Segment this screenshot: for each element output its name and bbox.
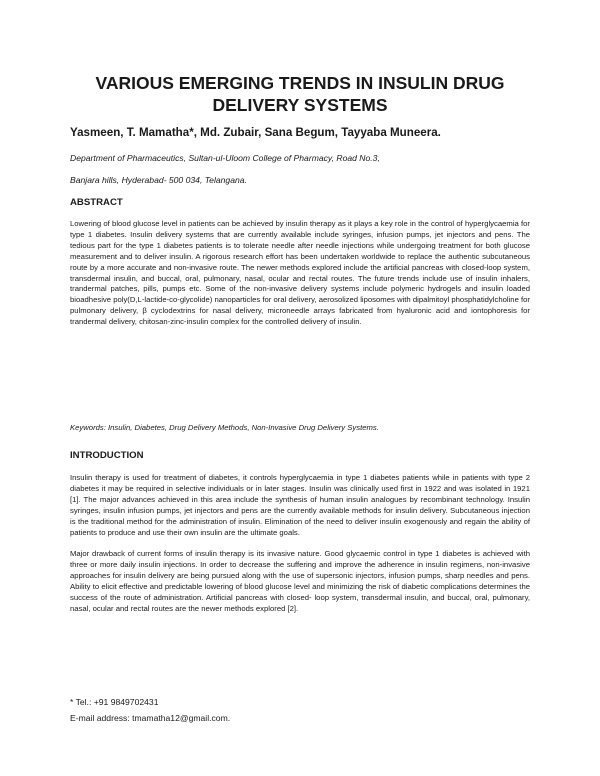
abstract-text: Lowering of blood glucose level in patients can be achieved by insulin therapy as it plays a key role in the control of hyperglycaemia for type 1 diabetes. Insulin delivery systems that are currently available include syringes, infusion pumps, jet injectors and pens. The tedious part for the type 1 diabetes patients is to tolerate needle after needle injections while undergoing treatment for both glucose measurement and to deliver insulin. A rigorous research effort has been undertaken worldwide to replace the authentic subcutaneous route by a more accurate and non-invasive route. The newer methods explored include the artificial pancreas with closed-loop system, transdermal insulin, and buccal, oral, pulmonary, nasal, ocular and rectal routes. The future trends include use of insulin inhalers, trandermal patches, pills, pumps etc. Some of the non-invasive delivery systems include polymeric hydrogels and insulin loaded bioadhesive poly(D,L-lactide-co-glycolide) nanoparticles for oral delivery, aerosolized liposomes with dipalmitoyl phosphatidylcholine for pulmonary delivery, β cyclodextrins for nasal delivery, microneedle arrays fabricated from hyaluronic acid and iontophoresis for trandermal delivery, chitosan-zinc-insulin complex for the controlled delivery of insulin. [70, 219, 530, 327]
author-list: Yasmeen, T. Mamatha*, Md. Zubair, Sana Begum, Tayyaba Muneera. [70, 126, 441, 139]
introduction-heading: INTRODUCTION [70, 450, 144, 461]
footnote-telephone: * Tel.: +91 9849702431 [70, 697, 159, 707]
introduction-paragraph-1: Insulin therapy is used for treatment of diabetes, it controls hyperglycaemia in type 1 diabetes patients while in patients with type 2 diabetes it may be required in selective individuals or in later stages. Insulin was clinically used first in 1922 and was isolated in 1921 [1]. The major advances achieved in this area include the synthesis of human insulin analogues by recombinant technology. Insulin syringes, insulin infusion pumps, jet injectors and pens are the currently available methods for insulin delivery. Subcutaneous injection is the traditional method for the administration of insulin. Elimination of the need to deliver insulin exogenously and regain the ability of patients to produce and use their own insulin are the ultimate goals. [70, 473, 530, 537]
paper-title: VARIOUS EMERGING TRENDS IN INSULIN DRUG DELIVERY SYSTEMS [95, 73, 505, 115]
affiliation-line-2: Banjara hills, Hyderabad- 500 034, Telangana. [70, 175, 247, 185]
abstract-heading: ABSTRACT [70, 197, 123, 208]
affiliation-line-1: Department of Pharmaceutics, Sultan-ul-Uloom College of Pharmacy, Road No.3, [70, 153, 380, 163]
keywords: Keywords: Insulin, Diabetes, Drug Delivery Methods, Non-Invasive Drug Delivery Systems. [70, 423, 379, 432]
introduction-paragraph-2: Major drawback of current forms of insulin therapy is its invasive nature. Good glycaemic control in type 1 diabetes is achieved with three or more daily insulin injections. In order to decrease the suffering and improve the adherence in insulin regimens, non-invasive approaches for insulin delivery are being pursued along with the use of supersonic injectors, infusion pumps, sharp needles and pens. Ability to elicit effective and predictable lowering of blood glucose level and minimizing the risk of diabetic complications determines the success of the route of administration. Artificial pancreas with closed- loop system, transdermal insulin, and buccal, oral, pulmonary, nasal, ocular and rectal routes are the newer methods explored [2]. [70, 549, 530, 613]
footnote-email: E-mail address: tmamatha12@gmail.com. [70, 713, 231, 723]
